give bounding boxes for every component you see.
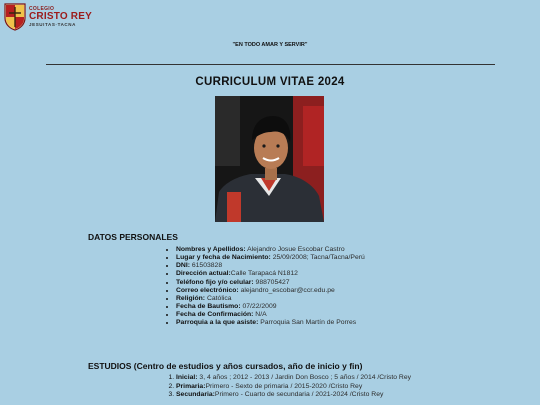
list-item xyxy=(176,279,365,287)
field-value: 25/09/2008; Tacna/Tacna/Perú xyxy=(270,254,365,262)
profile-photo xyxy=(215,96,324,222)
page-title: CURRICULUM VITAE 2024 xyxy=(195,76,345,88)
field-label: Nombres y Apellidos: xyxy=(176,246,246,253)
list-item xyxy=(176,295,365,303)
list-item xyxy=(176,311,365,319)
field-label: Parroquia a la que asiste: xyxy=(176,319,259,327)
divider xyxy=(46,64,495,65)
field-label: DNI: xyxy=(176,262,190,270)
field-label: Religión: xyxy=(176,294,206,302)
list-item xyxy=(176,391,411,400)
field-label: Fecha de Confirmación: xyxy=(176,311,254,319)
personal-data-list xyxy=(164,246,365,328)
logo-subtitle: JESUITAS·TACNA xyxy=(29,21,76,27)
list-item xyxy=(176,319,365,327)
field-label: Lugar y fecha de Nacimiento: xyxy=(176,254,271,262)
field-value: Alejandro Josue Escobar Castro xyxy=(245,246,345,253)
field-value: Parroquia San Martín de Porres xyxy=(258,319,357,327)
studies-list xyxy=(164,374,411,400)
field-label: Teléfono fijo y/o celular: xyxy=(176,278,254,286)
field-value: Primero - Sexto de primaria / 2015-2020 /Cristo Rey xyxy=(205,382,363,390)
field-value: 61503828 xyxy=(189,262,223,270)
field-label: Inicial: xyxy=(176,374,198,381)
field-label: Secundaria: xyxy=(176,391,215,399)
motto: "EN TODO AMAR Y SERVIR" xyxy=(232,42,308,48)
studies-heading: ESTUDIOS (Centro de estudios y años cursados, año de inicio y fin) xyxy=(88,361,363,371)
field-label: Primaria: xyxy=(176,382,206,390)
personal-data-heading: DATOS PERSONALES xyxy=(88,232,178,242)
list-item xyxy=(176,374,411,383)
list-item xyxy=(176,254,365,262)
list-item xyxy=(176,246,365,254)
field-label: Correo electrónico: xyxy=(176,286,239,294)
email-value: alejandro_escobar@ccr.edu.pe xyxy=(238,286,335,294)
list-item xyxy=(176,287,365,295)
list-item xyxy=(176,303,365,311)
field-value: N/A xyxy=(253,311,267,319)
field-value: Católica xyxy=(205,294,232,302)
field-label: Fecha de Bautismo: xyxy=(176,303,241,311)
field-value: 3, 4 años ; 2012 - 2013 / Jardin Don Bosco ; 5 años / 2014 /Cristo Rey xyxy=(197,374,412,381)
list-item xyxy=(176,383,411,392)
logo-name: CRISTO REY xyxy=(29,10,92,22)
field-value: 988705427 xyxy=(253,278,290,286)
field-value: Primero - Cuarto de secundaria / 2021-2024 /Cristo Rey xyxy=(214,391,384,399)
list-item xyxy=(176,270,365,278)
field-value: 07/22/2009 xyxy=(240,303,277,311)
list-item xyxy=(176,262,365,270)
logo-caption: COLEGIO xyxy=(29,5,55,12)
field-value: Calle Tarapacá N1812 xyxy=(230,270,298,278)
field-label: Dirección actual: xyxy=(176,270,231,278)
shield-icon xyxy=(4,3,26,31)
school-logo xyxy=(4,3,92,31)
